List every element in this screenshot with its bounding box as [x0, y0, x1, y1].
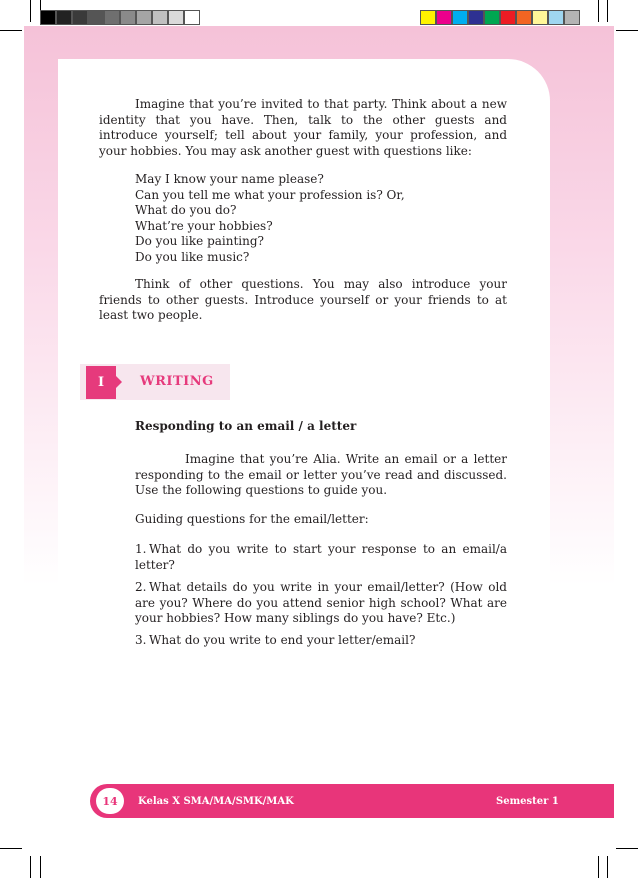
question-list	[135, 172, 405, 266]
calibration-swatch	[500, 10, 516, 25]
question-item: Do you like painting?	[135, 234, 264, 249]
crop-mark	[40, 856, 41, 878]
intro-paragraph: Imagine that you’re invited to that party. Think about a new identity that you have. Then, talk to the other guests and introduce yourself; tell about your family, your profession, and your hobbies. You may ask another guest with questions like:	[99, 97, 507, 158]
list-number: 1.	[135, 542, 147, 556]
grayscale-calibration-bar	[40, 10, 200, 25]
calibration-swatch	[136, 10, 152, 25]
calibration-swatch	[452, 10, 468, 25]
crop-mark	[616, 848, 638, 849]
crop-mark	[30, 856, 31, 878]
section-number: I	[86, 366, 116, 399]
section-title: WRITING	[140, 374, 214, 389]
list-text: What do you write to start your response to an email/a letter?	[135, 542, 507, 572]
list-number: 3.	[135, 633, 147, 647]
calibration-swatch	[184, 10, 200, 25]
calibration-swatch	[168, 10, 184, 25]
calibration-swatch	[152, 10, 168, 25]
calibration-swatch	[88, 10, 104, 25]
calibration-swatch	[532, 10, 548, 25]
semester-label: Semester 1	[496, 796, 559, 807]
question-item: Can you tell me what your profession is? Or,	[135, 187, 405, 202]
section-subtitle: Responding to an email / a letter	[135, 419, 357, 433]
guiding-question-3	[135, 633, 507, 649]
color-calibration-bar	[420, 10, 580, 25]
crop-mark	[607, 0, 608, 22]
question-item: What do you do?	[135, 203, 237, 218]
calibration-swatch	[104, 10, 120, 25]
book-title: Kelas X SMA/MA/SMK/MAK	[138, 796, 294, 807]
calibration-swatch	[72, 10, 88, 25]
guiding-label: Guiding questions for the email/letter:	[135, 512, 369, 526]
list-text: What do you write to end your letter/email?	[149, 633, 416, 647]
page-number: 14	[96, 788, 124, 814]
crop-mark	[0, 30, 22, 31]
guiding-question-1	[135, 542, 507, 573]
calibration-swatch	[516, 10, 532, 25]
calibration-swatch	[436, 10, 452, 25]
writing-instruction: Imagine that you’re Alia. Write an email or a letter responding to the email or letter you’ve read and discussed. Use the following questions to guide you.	[135, 452, 507, 498]
closing-paragraph: Think of other questions. You may also introduce your friends to other guests. Introduce yourself or your friends to at least two people.	[99, 277, 507, 323]
list-number: 2.	[135, 580, 147, 594]
crop-mark	[0, 848, 22, 849]
question-item: What’re your hobbies?	[135, 218, 273, 233]
calibration-swatch	[420, 10, 436, 25]
calibration-swatch	[484, 10, 500, 25]
crop-mark	[30, 0, 31, 22]
calibration-swatch	[548, 10, 564, 25]
question-item: May I know your name please?	[135, 172, 324, 186]
list-text: What details do you write in your email/letter? (How old are you? Where do you attend senior high school? What are your hobbies? How many siblings do you have? Etc.)	[135, 580, 507, 626]
crop-mark	[607, 856, 608, 878]
calibration-swatch	[56, 10, 72, 25]
calibration-swatch	[40, 10, 56, 25]
guiding-question-2	[135, 580, 507, 627]
calibration-swatch	[564, 10, 580, 25]
calibration-swatch	[468, 10, 484, 25]
crop-mark	[598, 856, 599, 878]
crop-mark	[616, 30, 638, 31]
question-item: Do you like music?	[135, 249, 250, 264]
arrow-icon	[116, 376, 122, 388]
calibration-swatch	[120, 10, 136, 25]
crop-mark	[598, 0, 599, 22]
